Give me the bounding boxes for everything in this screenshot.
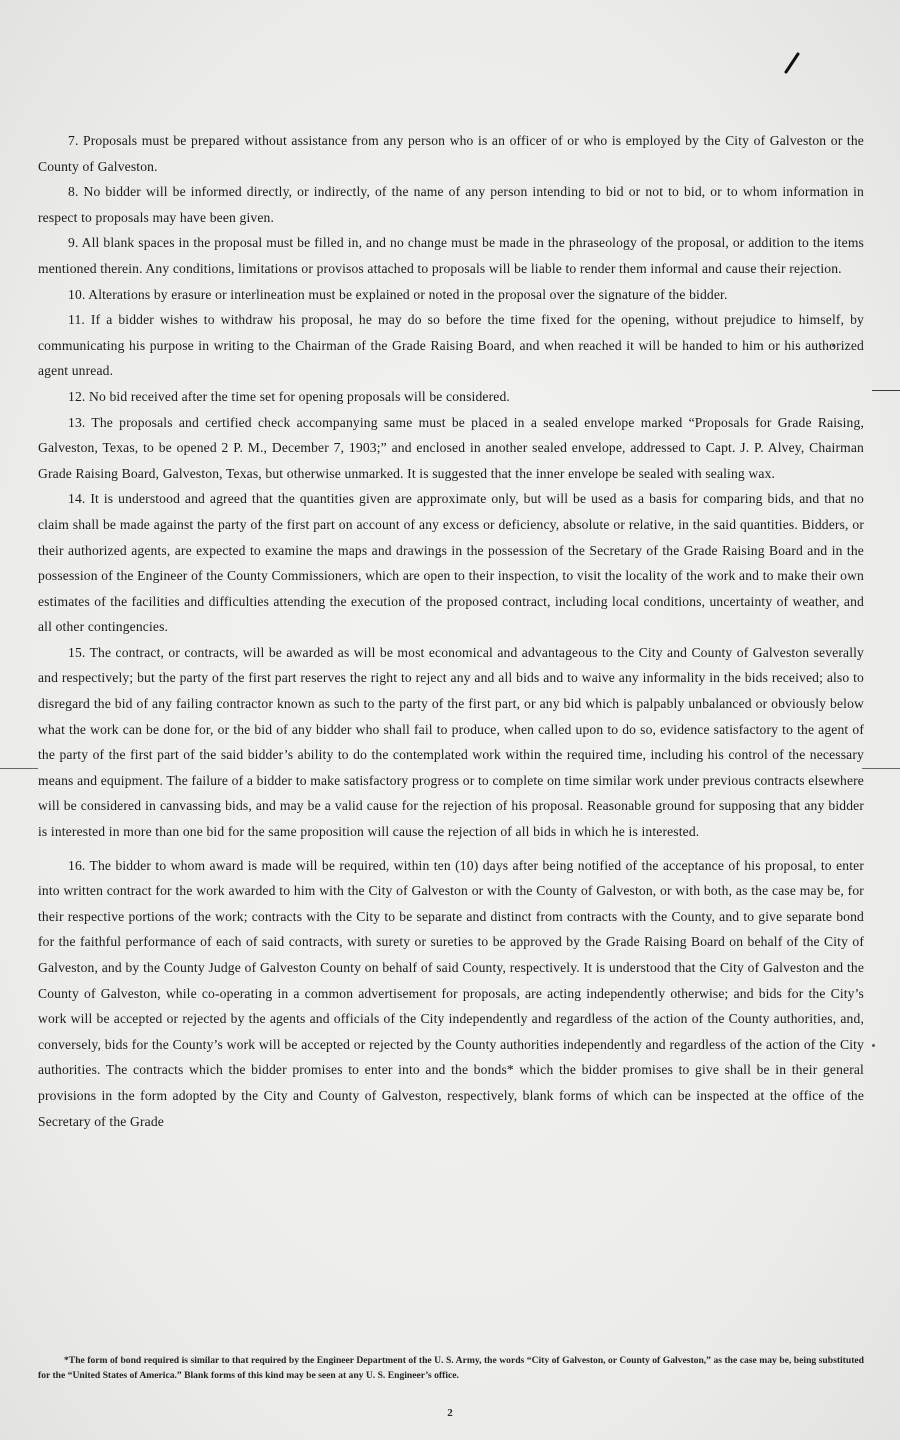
- paragraph-8: 8. No bidder will be informed directly, or indirectly, of the name of any person intending to bid or not to bid, or to whom information in respect to proposals may have been given.: [38, 184, 864, 225]
- ink-speck: [872, 1044, 875, 1047]
- document-body: [38, 128, 864, 1134]
- paragraph-12: 12. No bid received after the time set for opening proposals will be considered.: [68, 388, 510, 404]
- margin-mark: [0, 768, 38, 769]
- margin-mark: [862, 768, 900, 769]
- pencil-check-mark: [783, 52, 801, 74]
- paragraph-7: 7. Proposals must be prepared without assistance from any person who is an officer of or who is employed by the City of Galveston or the County of Galveston.: [38, 133, 864, 174]
- footnote: *The form of bond required is similar to that required by the Engineer Department of the U. S. Army, the words “City of Galveston, or County of Galveston,” as the case may be, being substituted for the “United States of America.” Blank forms of this kind may be seen at any U. S. Engineer’s office.: [38, 1355, 864, 1381]
- margin-mark: [872, 390, 900, 391]
- paragraph-15: 15. The contract, or contracts, will be awarded as will be most economical and advantageous to the City and County of Galveston severally and respectively; but the party of the first part reserves the right to reject any and all bids and to waive any informality in the bids received; also to disregard the bid of any failing contractor known as such to the party of the first part, or any bid which is palpably unbalanced or obviously below what the work can be done for, or the bid of any bidder who shall fail to produce, when called upon to do so, evidence satisfactory to the agent of the party of the first part of the said bidder’s ability to do the contemplated work within the required time, including his control of the necessary means and equipment. The failure of a bidder to make satisfactory progress or to complete on time similar work under previous contracts elsewhere will be considered in canvassing bids, and may be a valid cause for the rejection of his proposal. Reasonable ground for supposing that any bidder is interested in more than one bid for the same proposition will cause the rejection of all bids in which he is interested.: [38, 644, 864, 840]
- paragraph-14: 14. It is understood and agreed that the quantities given are approximate only, but will be used as a basis for comparing bids, and that no claim shall be made against the party of the first part on account of any excess or deficiency, absolute or relative, in the said quantities. Bidders, or their authorized agents, are expected to examine the maps and drawings in the possession of the Secretary of the Grade Raising Board and in the possession of the Engineer of the County Commissioners, which are open to their inspection, to visit the locality of the work and to make their own estimates of the facilities and difficulties attending the execution of the proposed contract, including local conditions, uncertainty of weather, and all other contingencies.: [38, 491, 864, 635]
- paragraph-9: 9. All blank spaces in the proposal must be filled in, and no change must be made in the phraseology of the proposal, or addition to the items mentioned therein. Any conditions, limitations or provisos attached to proposals will be liable to render them informal and cause their rejection.: [38, 235, 864, 276]
- paragraph-13: 13. The proposals and certified check accompanying same must be placed in a sealed envelope marked “Proposals for Grade Raising, Galveston, Texas, to be opened 2 P. M., December 7, 1903;” and enclosed in another sealed envelope, addressed to Capt. J. P. Alvey, Chairman Grade Raising Board, Galveston, Texas, but otherwise unmarked. It is suggested that the inner envelope be sealed with sealing wax.: [38, 414, 864, 481]
- paragraph-16: 16. The bidder to whom award is made will be required, within ten (10) days after being notified of the acceptance of his proposal, to enter into written contract for the work awarded to him with the City of Galveston or with the County of Galveston, or with both, as the case may be, for their respective portions of the work; contracts with the City to be separate and distinct from contracts with the County, and to give separate bond for the faithful performance of each of said contracts, with surety or sureties to be approved by the Grade Raising Board on behalf of the City of Galveston, and by the County Judge of Galveston County on behalf of said County, respectively. It is understood that the City of Galveston and the County of Galveston, while co-operating in a common advertisement for proposals, are acting independently otherwise; and bids for the City’s work will be accepted or rejected by the agents and officials of the City independently and regardless of the action of the County authorities, and, conversely, bids for the County’s work will be accepted or rejected by the County authorities independently and regardless of the action of the City authorities. The contracts which the bidder promises to enter into and the bonds* which the bidder promises to give shall be in their general provisions in the form adopted by the City and County of Galveston, respectively, blank forms of which can be inspected at the office of the Secretary of the Grade: [38, 857, 864, 1129]
- page-number: 2: [447, 1407, 453, 1419]
- paragraph-11: 11. If a bidder wishes to withdraw his proposal, he may do so before the time fixed for the opening, without prejudice to himself, by communicating his purpose in writing to the Chairman of the Grade Raising Board, and when reached it will be handed to him or his authorized agent unread.: [38, 312, 864, 379]
- paragraph-10: 10. Alterations by erasure or interlineation must be explained or noted in the proposal over the signature of the bidder.: [68, 286, 728, 302]
